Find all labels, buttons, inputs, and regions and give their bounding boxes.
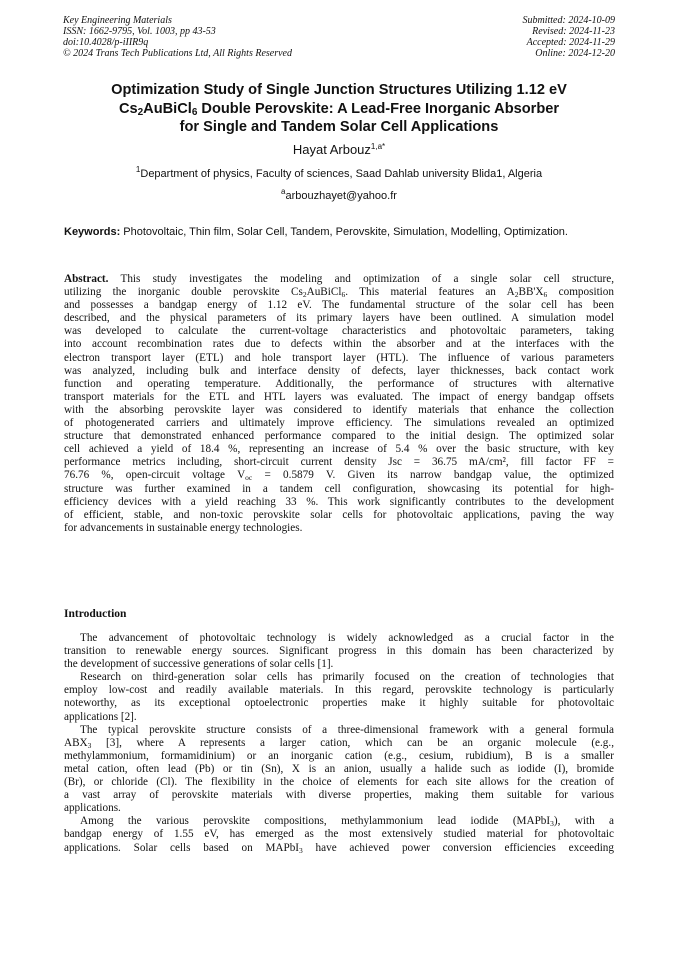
journal-name: Key Engineering Materials (63, 15, 172, 26)
abstract-line: efficiency devices with a yield reaching 33 %. This work significantly contributes to the development (64, 495, 614, 508)
journal-header (63, 15, 615, 59)
abstract-line: structure that demonstrated enhanced performance compared to the initial design. The optimized solar (64, 430, 614, 443)
abstract-line: was analyzed, including bulk and interface density of defects, layer thicknesses, back contact work (64, 364, 614, 377)
intro-line: the development of successive generations of solar cells [1]. (64, 658, 334, 671)
introduction-body (64, 632, 614, 855)
doi-line: doi:10.4028/p-iIIR9q (63, 37, 149, 48)
keywords-text: Photovoltaic, Thin film, Solar Cell, Tandem, Perovskite, Simulation, Modelling, Optimization. (120, 226, 568, 238)
abstract-line: with the absorbing perovskite layer was considered to identify materials that enhance the collection (64, 403, 614, 416)
intro-line: $ABX_3$ [3], where A represents a larger cation, which can be an organic molecule (e.g., (64, 736, 614, 750)
copyright-line: © 2024 Trans Tech Publications Ltd, All Rights Reserved (63, 48, 292, 59)
intro-line: applications. (64, 802, 121, 815)
abstract-line: for advancements in sustainable energy technologies. (64, 521, 303, 534)
title-line-1: Optimization Study of Single Junction Structures Utilizing 1.12 eV (111, 82, 567, 98)
author-name: Hayat Arbouz (292, 142, 371, 157)
intro-line: methylammonium, formamidinium) or an inorganic cation (e.g., cesium, rubidium), B is a smaller (64, 749, 614, 762)
intro-line: metal cation, often lead (Pb) or tin (Sn), X is an anion, usually a halide such as iodide (I), bromide (64, 762, 614, 775)
title-line-3: for Single and Tandem Solar Cell Applications (179, 119, 499, 135)
submitted-date: Submitted: 2024-10-09 (522, 15, 615, 26)
intro-line: The advancement of photovoltaic technology is widely acknowledged as a crucial factor in the (80, 632, 614, 644)
abstract-label: Abstract. (64, 273, 109, 285)
abstract-line: structure was further examined in a tandem cell configuration, showcasing its potential for high- (64, 482, 614, 495)
abstract-line: utilizing the inorganic double perovskite $Cs_2AuBiCl_6$. This material features an $A_2BB'X_6$ composition (64, 286, 614, 300)
keywords-label: Keywords: (64, 226, 121, 238)
abstract-line: of photogenerated carriers and ultimately improve efficiency. The simulations revealed an optimized (64, 417, 614, 430)
abstract-line: and possesses a bandgap energy of 1.12 eV. The fundamental structure of the solar cell has been (64, 299, 614, 312)
intro-line: The typical perovskite structure consists of a three-dimensional framework with a general formula (80, 723, 614, 736)
introduction-heading: Introduction (64, 608, 127, 620)
intro-line: Research on third-generation solar cells has primarily focused on the creation of technologies that (80, 671, 614, 684)
keywords (64, 226, 614, 239)
publication-dates (523, 15, 616, 59)
intro-line: noteworthy, as its exceptional optoelectronic properties make it highly suitable for photovoltaic (64, 697, 614, 710)
author-email: $^a$arbouzhayet@yahoo.fr (281, 187, 397, 202)
journal-info (63, 15, 292, 59)
abstract (64, 273, 614, 535)
abstract-line: described, and the physical parameters of its primary layers have been outlined. A simulation model (64, 312, 614, 325)
title-line-2: $Cs_2AuBiCl_6$ Double Perovskite: A Lead-Free Inorganic Absorber (118, 100, 560, 118)
abstract-line: performance metrics including, short-circuit current density Jsc = 36.75 mA/cm², fill factor FF = (64, 456, 614, 469)
issn-line: ISSN: 1662-9795, Vol. 1003, pp 43-53 (63, 26, 216, 37)
online-date: Online: 2024-12-20 (535, 48, 615, 59)
intro-line: (Br), or chloride (Cl). The flexibility in the choice of elements for each site allows for the creation of (64, 776, 614, 789)
abstract-line: electron transport layer (ETL) and hole transport layer (HTL). The influence of various parameters (64, 351, 614, 364)
abstract-line: cell achieved a yield of 18.4 %, representing an increase of 5.4 % over the basic structure, with key (64, 443, 614, 456)
abstract-line: transport materials for the ETL and HTL layers was evaluated. The impact of energy bandgap offsets (64, 390, 614, 403)
abstract-line: 76.76 %, open-circuit voltage $V_{oc} = 0.5879$ V. Given its narrow bandgap value, the optimized (64, 469, 614, 483)
intro-line: employ low-cost and readily available materials. In this regard, perovskite technology is particularly (64, 684, 614, 697)
abstract-line: of efficient, stable, and non-toxic perovskite solar cells for photovoltaic applications, paving the way (64, 508, 614, 521)
paper-title (60, 81, 618, 137)
intro-line: applications. Solar cells based on MAPbI$_3$ have achieved power conversion efficiencies exceeding (64, 841, 614, 855)
intro-line: applications [2]. (64, 710, 137, 723)
abstract-line: into account recombination rates due to defects within the absorber and at the interfaces with the (64, 338, 614, 351)
abstract-line: was developed to calculate the current-voltage characteristics and photovoltaic parameters, taking (64, 325, 614, 338)
intro-line: bandgap energy of 1.55 eV, has emerged as the most extensively studied material for photovoltaic (64, 828, 614, 841)
abstract-line: function and operating temperature. Additionally, the performance of structures with alternative (64, 377, 614, 390)
accepted-date: Accepted: 2024-11-29 (526, 37, 615, 48)
intro-line: Among the various perovskite compositions, methylammonium lead iodide (MAPbI$_3$), with a (80, 815, 614, 829)
affiliation: $^1$Department of physics, Faculty of sciences, Saad Dahlab university Blida1, Algeria (135, 165, 543, 180)
intro-line: a vast array of perovskite materials with diverse properties, making them suitable for various (64, 789, 614, 802)
author (0, 142, 678, 158)
author-superscript: 1,a* (370, 142, 386, 151)
intro-line: transition to renewable energy sources. Significant progress in this domain has been characterized by (64, 645, 614, 658)
revised-date: Revised: 2024-11-23 (532, 26, 615, 37)
abstract-line: Abstract. This study investigates the modeling and optimization of a single solar cell structure, (64, 273, 614, 285)
